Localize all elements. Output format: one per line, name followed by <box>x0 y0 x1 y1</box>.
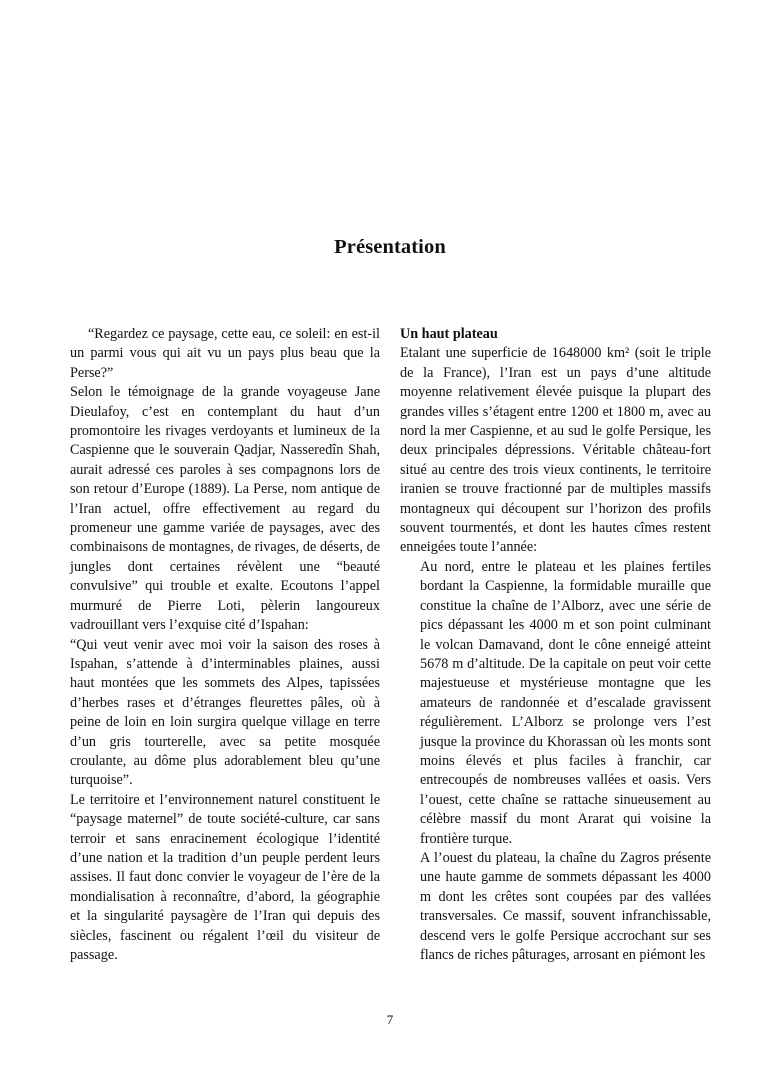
page-title: Présentation <box>334 236 446 258</box>
left-column <box>70 325 380 965</box>
indented-paragraph-west: A l’ouest du plateau, la chaîne du Zagros présente une haute gamme de sommets dépassant les 4000 m dont les crêtes sont coupées par des vallées transversales. Ce massif, souvent infranchissable, descend vers le golfe Persique accrochant sur ses flancs de riches pâturages, arrosant en piémont les <box>420 849 711 963</box>
section-heading: Un haut plateau <box>400 326 498 342</box>
indented-paragraph-north: Au nord, entre le plateau et les plaines fertiles bordant la Caspienne, la formidable muraille que constitue la chaîne de l’Alborz, avec une série de pics dépassant les 4000 m et son point culminant le volcan Damavand, dont le cône enneigé atteint 5678 m d’altitude. De la capitale on peut voir cette majestueuse et mystérieuse montagne que les amateurs de randonnée et d’escalade gravissent régulièrement. L’Alborz se prolonge vers l’est jusque la province du Khorassan où les monts sont moins élevés et plus faciles à franchir, car entrecoupés de nombreuses vallées et oasis. Vers l’ouest, cette chaîne se rattache sinueusement au célèbre massif du mont Ararat qui voisine la frontière turque. <box>420 558 711 847</box>
loti-quote-paragraph: “Qui veut venir avec moi voir la saison des roses à Ispahan, s’attende à d’interminables plaines, aussi haut montées que les sommets des Alpes, tapissées d’herbes rases et d’étranges fleurettes pâles, où à peine de loin en loin surgira quelque village en terre d’un gris tourterelle, avec sa petite mosquée croulante, au dôme plus adorablement bleu qu’une turquoise”. <box>70 636 380 789</box>
body-paragraph: Etalant une superficie de 1648000 km² (soit le triple de la France), l’Iran est un pays d’une altitude moyenne relativement élevée puisque la plupart des grandes villes s’étagent entre 1200 et 1800 m, avec au nord la mer Caspienne, et au sud le golfe Persique, les deux principales dépressions. Véritable château-fort situé au centre des trois vieux continents, le territoire iranien se trouve fractionné par de multiples massifs montagneux qui découpent sur l’horizon des profils souvent tourmentés, et dont les hautes cîmes restent enneigées toute l’année: <box>400 345 711 556</box>
page-number: 7 <box>386 1012 394 1027</box>
body-paragraph: Le territoire et l’environnement naturel constituent le “paysage maternel” de toute société-culture, car sans terroir et sans enracinement écologique l’identité d’une nation et la tradition d’un peuple perdent leurs assises. Il faut donc convier le voyageur de l’ère de la mondialisation à reconnaître, d’abord, la géographie et la singularité paysagère de l’Iran qui depuis des siècles, fascinent ou régalent l’œil du visiteur de passage. <box>70 791 380 963</box>
opening-quote-paragraph: “Regardez ce paysage, cette eau, ce soleil: en est-il un parmi vous qui ait vu un pays plus beau que la Perse?” <box>70 326 380 381</box>
right-column <box>400 325 711 965</box>
body-paragraph: Selon le témoignage de la grande voyageuse Jane Dieulafoy, c’est en contemplant du haut d’un promontoire les rivages verdoyants et lumineux de la Caspienne que le souverain Qadjar, Nasseredîn Shah, aurait adressé ces paroles à ses compagnons lors de son retour d’Europe (1889). La Perse, nom antique de l’Iran actuel, offre effectivement au regard du promeneur une gamme variée de paysages, avec des combinaisons de montagnes, de rivages, de déserts, de jungles dont certaines révèlent une “beauté convulsive” qui trouble et exalte. Ecoutons l’appel murmuré de Pierre Loti, pèlerin langoureux vadrouillant vers l’exquise cité d’Ispahan: <box>70 384 380 634</box>
